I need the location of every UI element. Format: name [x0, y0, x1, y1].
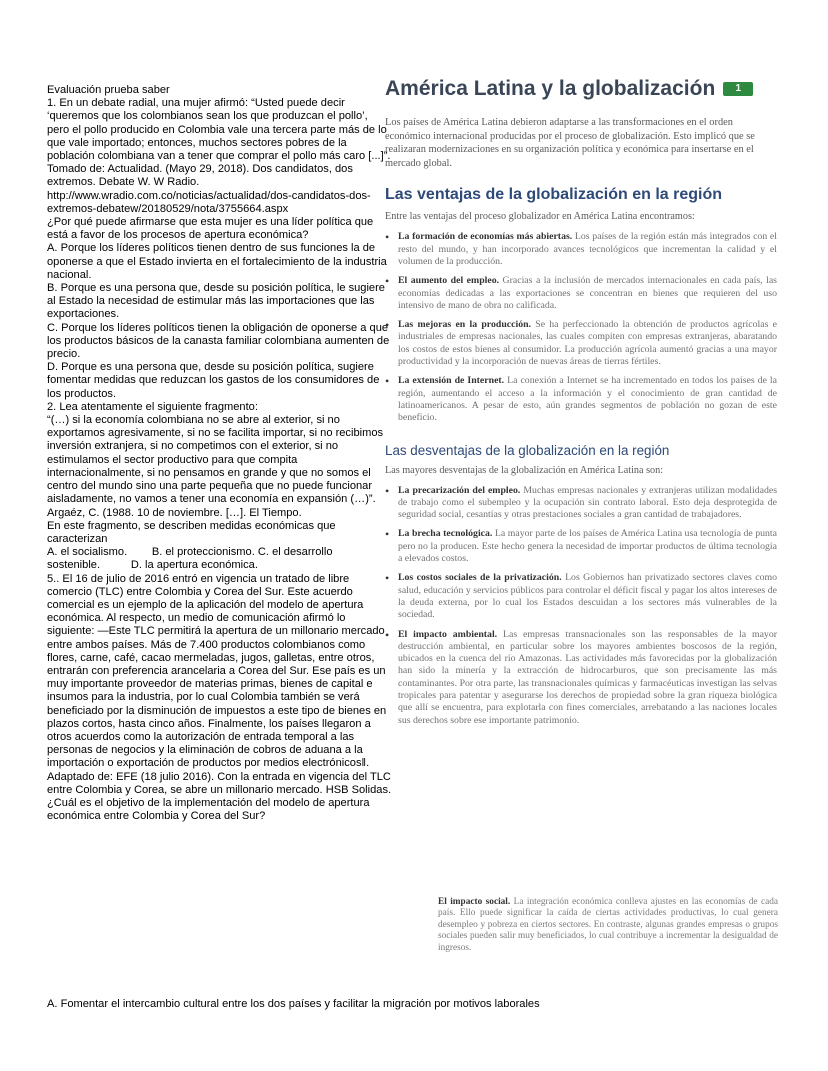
question-5-prompt: ¿Cuál es el objetivo de la implementación del modelo de apertura económica entre Colombia y Corea del Sur? — [47, 796, 370, 823]
social-impact-box — [438, 897, 778, 954]
question-1-prompt: ¿Por qué puede afirmarse que esta mujer es una líder política que está a favor de los procesos de apertura económica? — [47, 216, 374, 242]
textbook-page — [382, 76, 777, 734]
question-5-option-a: A. Fomentar el intercambio cultural entre los dos países y facilitar la migración por motivos laborales — [47, 998, 540, 1010]
question-2-option-c: C. el desarrollo — [257, 546, 333, 559]
question-2-option-c-cont: sostenible. — [47, 559, 101, 572]
advantage-item: • La extensión de Internet. La conexión a Internet se ha incrementado en todos los países de la región, aumentando el acceso a la información y el conocimiento de gran cantidad de latinoamericanos. A pesar de esto, aún grandes segmentos de población no gozan de este beneficio. — [382, 375, 777, 424]
advantages-heading: Las ventajas de la globalización en la región — [385, 186, 722, 204]
advantages-lead: Entre las ventajas del proceso globalizador en América Latina encontramos: — [385, 211, 695, 223]
disadvantages-lead: Las mayores desventajas de la globalización en América Latina son: — [385, 464, 664, 476]
chapter-title-text: América Latina y la globalización — [385, 77, 716, 100]
advantage-item: • El aumento del empleo. Gracias a la inclusión de mercados internacionales en cada país, las economías dedicadas a las exportaciones se concentran en bienes que requieren del uso intensivo de mano de obra no calificada. — [382, 275, 777, 312]
question-2-fragment: “(…) si la economía colombiana no se abre al exterior, si no exportamos agresivamente, si no se facilita importar, si no recibimos inversión extranjera, si no competimos con el exterior, si no estimulamos el sector productivo para que compita internacionalmente, si no pensamos en grande y que no somos el centro del mundo sino una parte pequeña que no puede funcionar aisladamente, no vamos a tener una economía en expansión (…)”. Argaéz, C. (1988. 10 de noviembre. […]. El Tiempo. — [47, 414, 384, 519]
question-1-option-b: B. Porque es una persona que, desde su posición política, le sugiere al Estado la necesidad de estimular más las importaciones que las exportaciones. — [47, 282, 385, 321]
question-2-options-row-1 — [47, 546, 392, 559]
question-1-source: Tomado de: Actualidad. (Mayo 29, 2018). Dos candidatos, dos extremos. Debate W. W Radio. — [47, 163, 353, 189]
question-1-option-d: D. Porque es una persona que, desde su posición política, sugiere fomentar medidas que reduzcan los gastos de los consumidores de los productos. — [47, 361, 380, 400]
question-1-option-a: A. Porque los líderes políticos tienen dentro de sus funciones la de oponerse a que el Estado invierta en el fortalecimiento de la industria nacional. — [47, 242, 387, 281]
chapter-title — [385, 76, 777, 102]
chapter-intro: Los países de América Latina debieron adaptarse a las transformaciones en el orden económico internacional producidas por el proceso de globalización. Esto implicó que se realizaran modernizaciones en su organización política y económica para insertarse en el mercado global. — [385, 117, 755, 169]
exam-heading: Evaluación prueba saber — [47, 84, 170, 96]
disadvantage-item: • Los costos sociales de la privatización. Los Gobiernos han privatizado sectores claves como salud, educación y servicios públicos para controlar el déficit fiscal y pagar los altos intereses de la deuda externa, por lo cual los Estados descuidan a los sectores más vulnerables de la sociedad. — [382, 572, 777, 621]
question-2-options-row-2 — [47, 559, 392, 572]
social-impact-title: El impacto social. — [438, 897, 511, 907]
social-impact-text: La integración económica conlleva ajustes en las economías de cada país. Ello puede significar la caída de ciertas actividades productivas, lo cual genera desempleo y pobreza en ciertos sectores. En contraste, algunas grandes empresas o grupos sociales pueden salir muy beneficiados, lo cual contribuye a incrementar la desigualdad de ingresos. — [438, 897, 778, 953]
disadvantage-item: • La brecha tecnológica. La mayor parte de los países de América Latina usa tecnología de punta pero no la producen. Este hecho genera la necesidad de importar productos de última tecnología a elevados costos. — [382, 528, 777, 565]
question-2-option-d: D. la apertura económica. — [130, 559, 258, 572]
disadvantage-item: • La precarización del empleo. Muchas empresas nacionales y extranjeras utilizan modalidades de trabajo como el subempleo y la ocupación sin contrato laboral. Esto deja desprotegida de seguridad social, cesantías y otras prestaciones sociales a gran cantidad de trabajadores. — [382, 485, 777, 522]
advantage-item: • La formación de economías más abiertas. Los países de la región están más integrados con el resto del mundo, y han incorporado avances tecnológicos que incrementan la calidad y el volumen de la producción. — [382, 231, 777, 268]
question-5-stem: 5.. El 16 de julio de 2016 entró en vigencia un tratado de libre comercio (TLC) entre Colombia y Corea del Sur. Este acuerdo comercial es un ejemplo de la aplicación del modelo de apertura económica. Al respecto, un medio de comunicación afirmó lo siguiente: ―Este TLC permitirá la apertura de un millonario mercado entre ambos países. Más de 7.400 productos colombianos como flores, carne, café, cacao mermeladas, jugos, galletas, entre otros, entrarán con preferencia arancelaria a Corea del Sur. Ese país es un muy importante proveedor de materias primas, bienes de capital e insumos para la industria, por lo cual Colombia también se verá beneficiado por la disminución de impuestos a este tipo de bienes en plazos cortos, hasta cinco años. Finalmente, los países llegaron a otros acuerdos como la autorización de entrada temporal a las personas de negocios y la eliminación de cobros de aduana a la importación o exportación de productos por medios electrónicos‖. — [47, 572, 387, 770]
question-1-url: http://www.wradio.com.co/noticias/actualidad/dos-candidatos-dos-extremos-debatew/20180529/nota/3755664.aspx — [47, 189, 371, 215]
question-1-stem: 1. En un debate radial, una mujer afirmó: “Usted puede decir ‘queremos que los colombianos sean los que produzcan el pollo’, pero el pollo producido en Colombia vale una tercera parte más de lo que vale importado; entonces, muchos sectores pobres de la población colombiana van a tener que comprar el pollo más caro [...]”. — [47, 97, 391, 163]
question-2-option-a: A. el socialismo. — [47, 546, 128, 559]
question-2-stem: 2. Lea atentamente el siguiente fragmento: — [47, 400, 258, 413]
exam-text-column — [47, 84, 392, 823]
chapter-badge: 1 — [723, 82, 753, 96]
advantage-item: • Las mejoras en la producción. Se ha perfeccionado la obtención de productos agrícolas e industriales de empresas nacionales, las cuales compiten con empresas extranjeras, abaratando los costos de estos bienes al consumidor. La producción agrícola aumentó gracias a una mayor productividad y la incorporación de nuevas áreas de tierras fértiles. — [382, 319, 777, 368]
question-2-prompt: En este fragmento, se describen medidas económicas que caracterizan — [47, 519, 336, 545]
question-5-source: Adaptado de: EFE (18 julio 2016). Con la entrada en vigencia del TLC entre Colombia y Corea, se abre un millonario mercado. HSB Solidas. — [47, 770, 392, 796]
question-2-option-b: B. el proteccionismo. — [151, 546, 255, 559]
disadvantages-heading: Las desventajas de la globalización en la región — [385, 442, 670, 458]
disadvantages-list — [382, 485, 777, 727]
disadvantage-item: • El impacto ambiental. Las empresas transnacionales son las responsables de la mayor destrucción ambiental, en particular sobre los mayores ambientes boscosos de la región, ubicados en la cuenca del río Amazonas. Las actividades más favorecidas por la globalización han sido la minería y la extracción de hidrocarburos, que son precisamente las más contaminantes. Por otra parte, las transnacionales químicas y farmacéuticas investigan las selvas tropicales para patentar y asegurarse los derechos de propiedad sobre la gran riqueza biológica que allí se encuentra, para explotarla con fines comerciales, arrebatando a las naciones locales sus derechos sobre ese importante patrimonio. — [382, 629, 777, 727]
question-1-option-c: C. Porque los líderes políticos tienen la obligación de oponerse a que los productos básicos de la canasta familiar colombiana aumenten de precio. — [47, 321, 390, 361]
advantages-list — [382, 231, 777, 424]
